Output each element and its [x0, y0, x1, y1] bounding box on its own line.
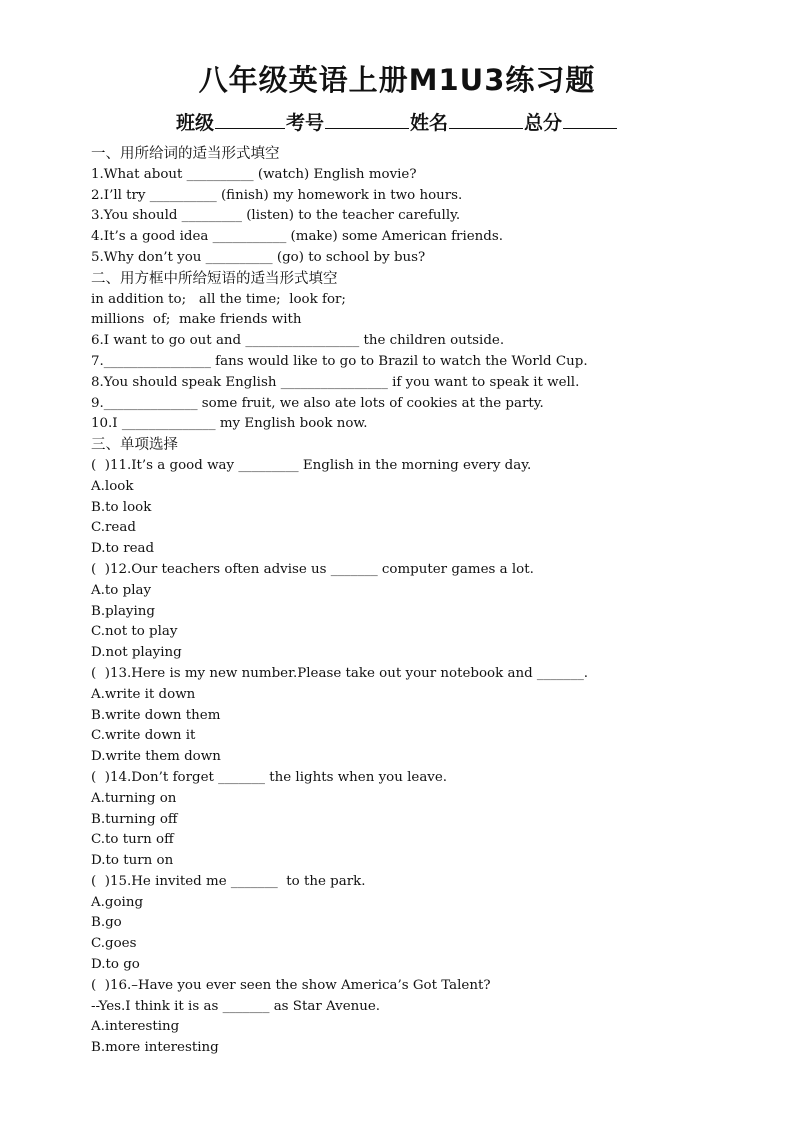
question-line: 8.You should speak English ________________ if you want to speak it well. [91, 374, 580, 390]
class-label: 班级 [175, 112, 214, 134]
question-line: millions of; make friends with [91, 312, 302, 328]
question-line: B.more interesting [91, 1040, 219, 1056]
question-line: 10.I ______________ my English book now. [91, 416, 368, 432]
question-line: in addition to; all the time; look for; [91, 291, 346, 307]
question-line: ( )12.Our teachers often advise us _______ computer games a lot. [91, 561, 534, 577]
question-line: 9.______________ some fruit, we also ate lots of cookies at the party. [91, 395, 544, 411]
question-line: A.write it down [91, 686, 196, 702]
question-line: ( )15.He invited me _______ to the park. [91, 873, 366, 889]
section-heading: 一、用所给词的适当形式填空 [91, 146, 280, 162]
section-heading: 三、单项选择 [91, 437, 178, 454]
page-title: 八年级英语上册M1U3练习题 [198, 63, 596, 97]
question-line: A.interesting [91, 1019, 180, 1035]
question-line: C.write down it [91, 728, 196, 744]
total-score-label: 总分 [524, 112, 563, 134]
name-label: 姓名 [410, 112, 449, 134]
question-line: 6.I want to go out and _________________ the children outside. [91, 333, 505, 349]
question-line: D.to turn on [91, 853, 174, 869]
worksheet-body [91, 144, 781, 1059]
question-line: 3.You should _________ (listen) to the teacher carefully. [91, 208, 461, 224]
question-line: ( )16.–Have you ever seen the show America’s Got Talent? [91, 977, 491, 993]
question-line: 4.It’s a good idea ___________ (make) some American friends. [91, 229, 503, 245]
question-line: 1.What about __________ (watch) English movie? [91, 166, 417, 182]
question-line: A.look [91, 478, 134, 494]
question-line: D.to go [91, 957, 140, 973]
question-line: B.to look [91, 499, 152, 515]
exam-number-blank[interactable] [325, 110, 409, 129]
question-line: C.not to play [91, 624, 178, 640]
question-line: B.write down them [91, 707, 221, 723]
question-line: ( )13.Here is my new number.Please take out your notebook and _______. [91, 665, 589, 681]
total-score-blank[interactable] [563, 110, 617, 129]
question-line: D.to read [91, 541, 155, 557]
question-line: ( )11.It’s a good way _________ English in the morning every day. [91, 457, 532, 473]
question-line: 7.________________ fans would like to go to Brazil to watch the World Cup. [91, 353, 588, 369]
question-line: D.not playing [91, 645, 182, 661]
question-line: B.turning off [91, 811, 178, 827]
question-line: C.goes [91, 936, 137, 952]
question-line: A.to play [91, 582, 152, 598]
question-line: A.going [91, 894, 144, 910]
name-blank[interactable] [449, 110, 523, 129]
question-line: D.write them down [91, 749, 221, 765]
question-line: C.to turn off [91, 832, 174, 848]
question-line: 5.Why don’t you __________ (go) to school by bus? [91, 249, 426, 265]
class-blank[interactable] [215, 110, 285, 129]
question-line: B.playing [91, 603, 155, 619]
section-heading: 二、用方框中所给短语的适当形式填空 [91, 270, 338, 287]
question-line: B.go [91, 915, 122, 931]
question-line: --Yes.I think it is as _______ as Star Avenue. [91, 998, 381, 1014]
question-line: A.turning on [91, 790, 177, 806]
question-line: 2.I’ll try __________ (finish) my homework in two hours. [91, 187, 463, 203]
student-info-line [0, 109, 794, 137]
question-line: ( )14.Don’t forget _______ the lights when you leave. [91, 769, 448, 785]
exam-number-label: 考号 [285, 112, 324, 134]
question-line: C.read [91, 520, 136, 536]
